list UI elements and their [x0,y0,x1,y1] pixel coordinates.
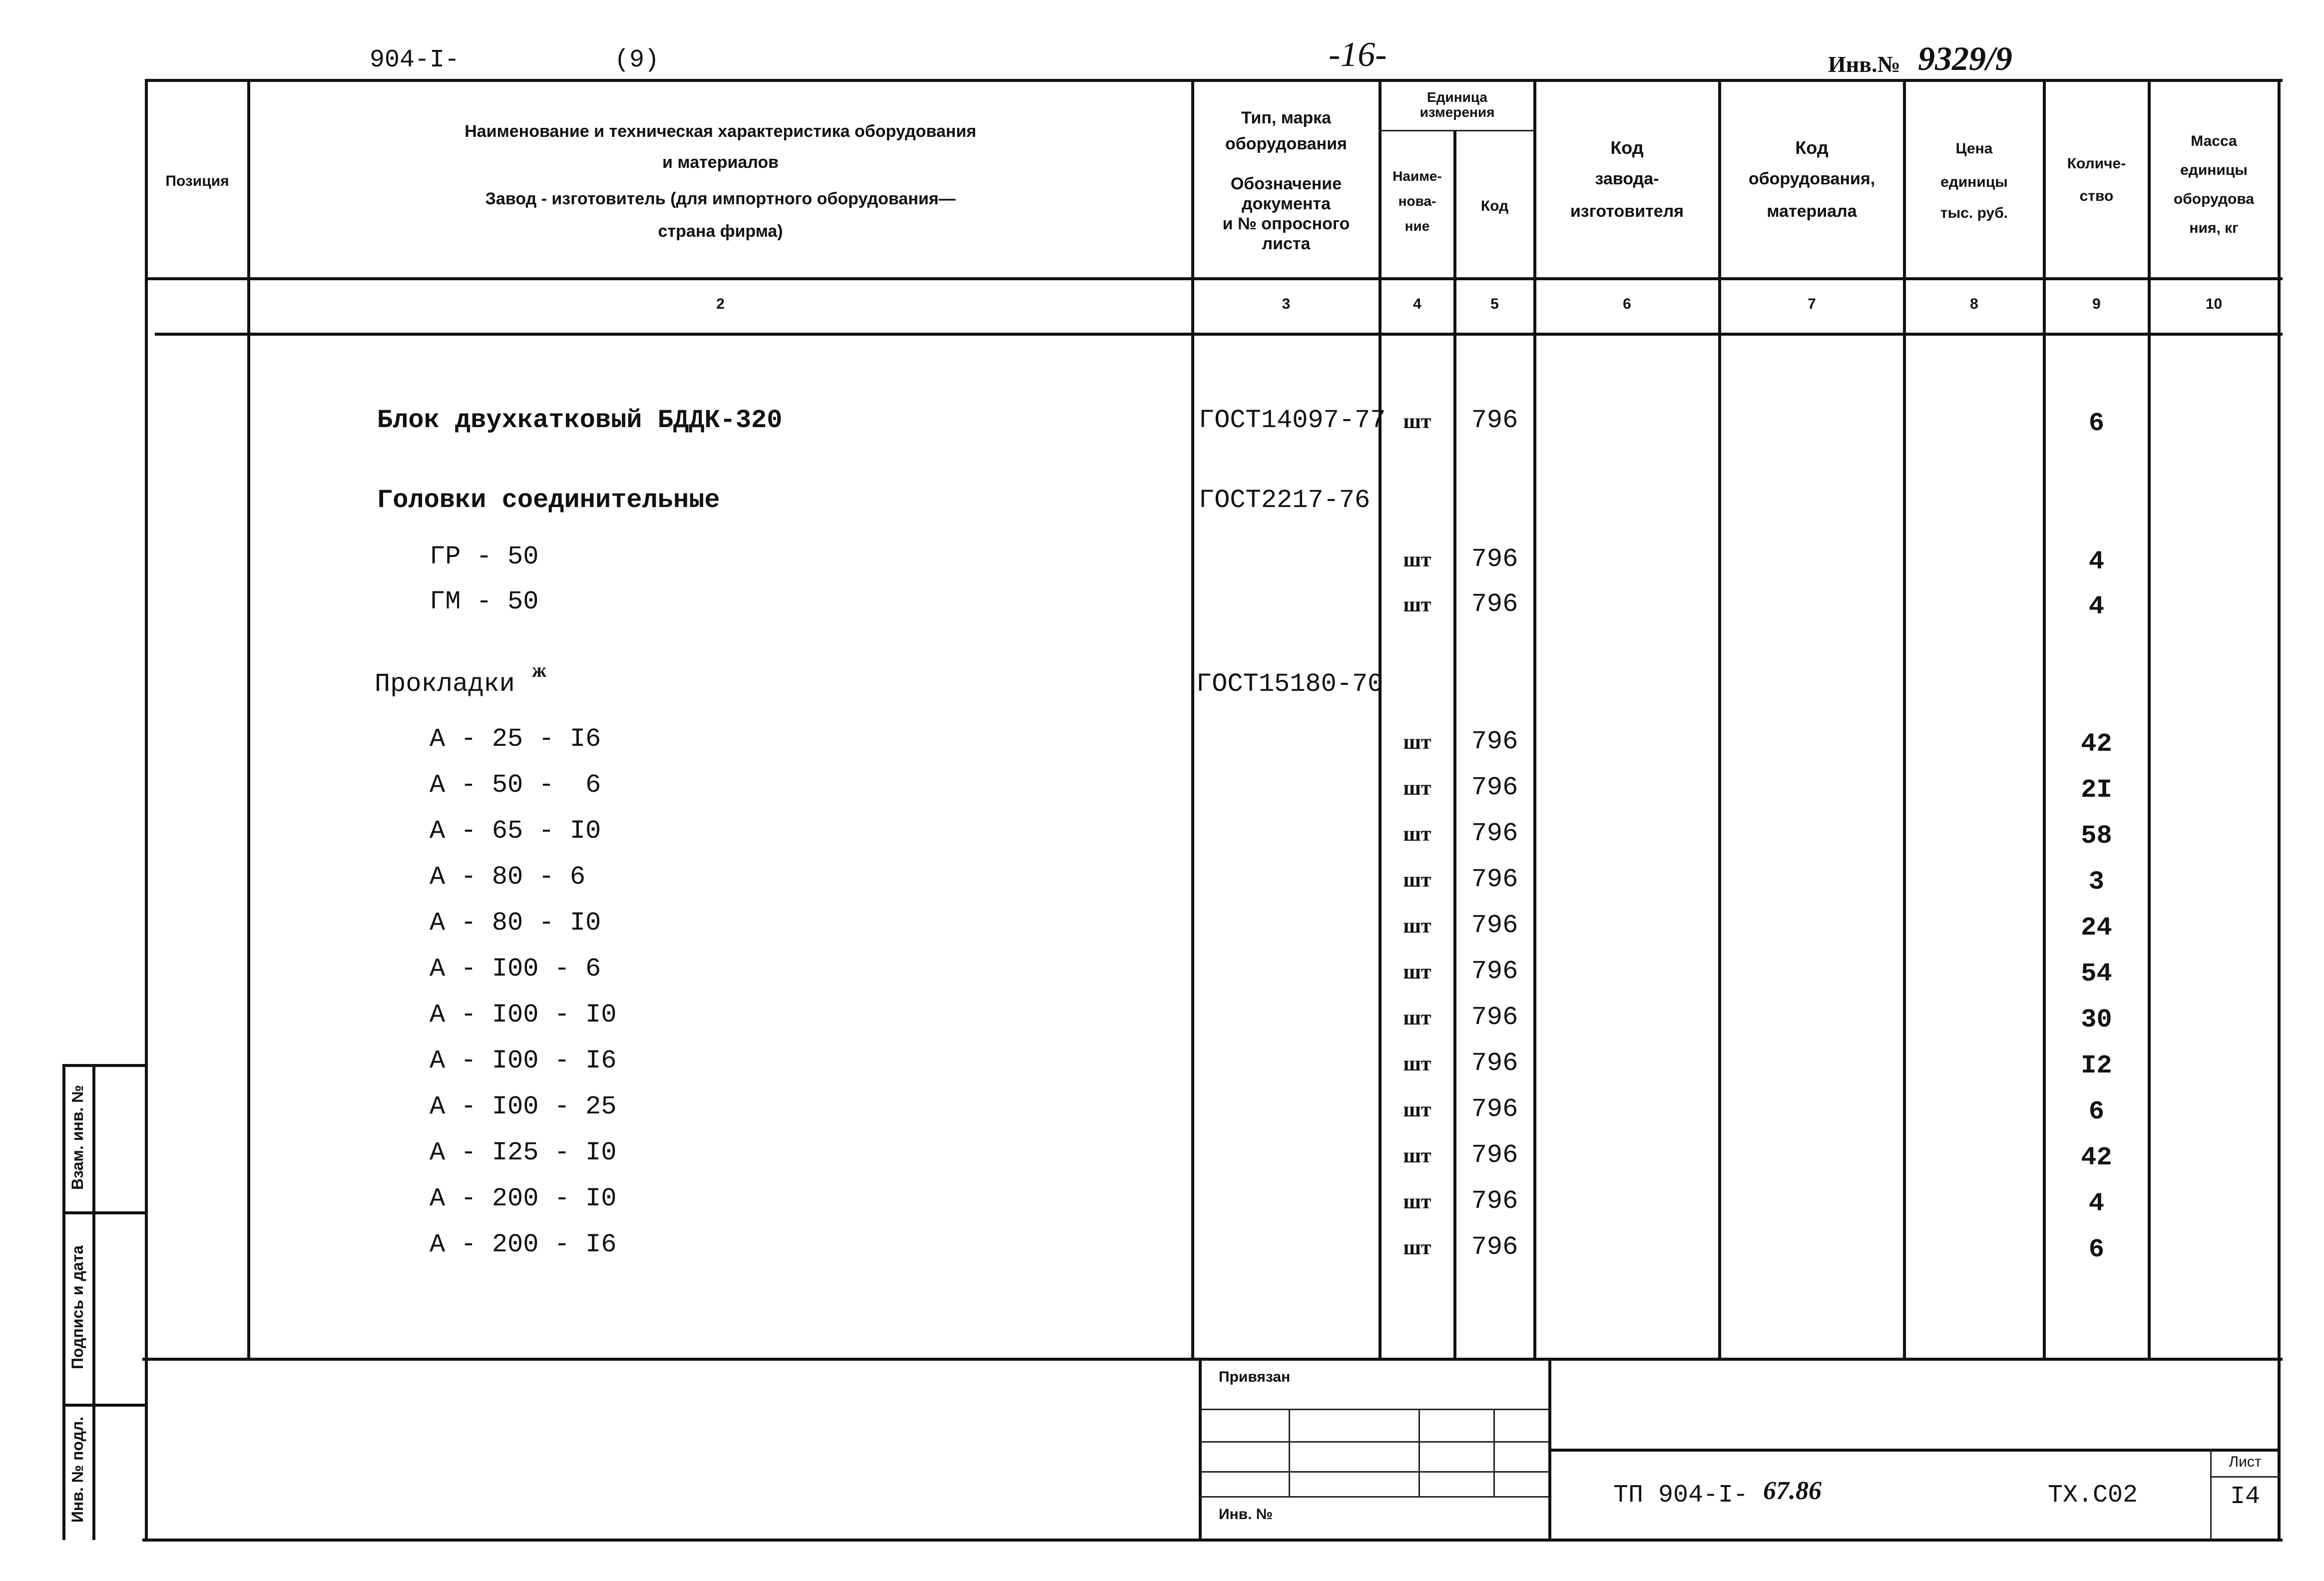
row-quantity: I2 [2081,1051,2112,1080]
col-number-7: 7 [1808,296,1816,312]
row-name: ГМ - 50 [430,587,539,616]
header-mass-line2: единицы [2180,162,2248,178]
row-unit: шт [1403,915,1431,938]
project-code-prefix: ТП 904-I- [1613,1481,1749,1510]
inventory-number: 9329/9 [1918,39,2012,77]
col-sep-9 [2148,79,2151,1359]
row-name: А - I00 - 25 [430,1092,617,1121]
row-code: 796 [1471,544,1518,574]
row-code: 796 [1471,1003,1518,1032]
header-quantity-line1: Количе- [2067,155,2126,172]
stamp-grid-line-3 [1199,1471,1548,1473]
row-name: А - 80 - I0 [430,908,601,938]
header-name-line4: страна фирма) [658,222,783,241]
col-number-6: 6 [1623,296,1631,312]
project-code-handwritten: 67.86 [1763,1477,1822,1505]
row-code: 796 [1471,727,1518,756]
header-bottom-line [145,277,2283,280]
row-document: ГОСТ14097-77 [1199,406,1386,435]
header-unit-name-line3: ние [1404,218,1430,234]
row-name: Блок двухкатковый БДДК-320 [377,406,783,435]
stamp-grid-vline-2 [1418,1410,1420,1497]
row-quantity: 6 [2088,1235,2105,1264]
row-code: 796 [1471,1049,1518,1078]
stamp-attached-label: Привязан [1219,1369,1291,1385]
page-number: -16- [1329,35,1387,74]
series-number: (9) [614,46,660,74]
col-number-9: 9 [2092,296,2101,312]
row-code: 796 [1471,911,1518,940]
row-code: 796 [1471,1232,1518,1262]
row-quantity: 6 [2088,409,2105,438]
row-quantity: 4 [2088,1189,2105,1218]
header-name-line1: Наименование и техническая характеристика оборудования [465,122,976,141]
row-unit: шт [1403,1053,1431,1075]
col-sep-2 [1191,79,1194,1359]
row-unit: шт [1403,777,1431,800]
header-mass-line4: ния, кг [2189,220,2239,236]
row-unit: шт [1403,823,1431,846]
frame-left-line [145,79,148,1540]
header-type-line6: листа [1262,234,1311,253]
col-number-5: 5 [1490,296,1499,312]
inventory-label: Инв.№ [1828,51,1900,77]
row-name: А - 65 - I0 [430,816,601,846]
row-code: 796 [1471,865,1518,894]
document-code: ТХ.С02 [2048,1481,2138,1510]
row-name: А - I00 - 6 [430,954,601,984]
row-document: ГОСТ2217-76 [1199,486,1371,515]
header-type-line4: документа [1242,194,1331,213]
header-factory-code-line2: завода- [1595,169,1659,188]
header-equipment-code-line2: оборудования, [1748,169,1875,188]
row-name: А - 50 - 6 [430,770,601,800]
row-name: Прокладки [375,669,515,699]
stamp-sheet-separator [2210,1449,2212,1539]
stamp-grid-vline-1 [1289,1410,1290,1497]
row-unit: шт [1403,869,1431,892]
row-code: 796 [1471,1094,1518,1124]
row-unit: шт [1403,593,1431,616]
header-mass-line3: оборудова [2173,191,2255,207]
row-name: А - 25 - I6 [430,724,601,754]
row-unit: шт [1403,961,1431,984]
row-name: А - I00 - I6 [430,1046,617,1075]
header-unit-group-line1: Единица [1427,89,1487,105]
header-position: Позиция [165,173,229,189]
side-box-replacement-inventory: Взам. инв. № [68,1085,86,1190]
side-box-signature-date: Подпись и дата [68,1245,86,1369]
header-unit-code: Код [1480,198,1509,214]
row-code: 796 [1471,406,1518,435]
col-sep-1 [247,79,250,1359]
frame-bottom-line [142,1539,2283,1542]
header-unit-name-line1: Наиме- [1393,168,1442,184]
row-name: А - I25 - I0 [430,1138,617,1167]
col-sep-7 [1903,79,1906,1359]
header-factory-code-line1: Код [1610,137,1644,158]
side-box-original-inventory: Инв. № подл. [68,1416,86,1523]
row-quantity: 58 [2081,821,2112,851]
header-price-line1: Цена [1955,140,1993,157]
side-box-left-line [62,1064,65,1540]
header-price-line2: единицы [1940,174,2008,190]
unit-group-underline [1379,130,1533,131]
row-name: А - 200 - I0 [430,1184,617,1213]
row-code: 796 [1471,773,1518,802]
row-code: 796 [1471,1140,1518,1170]
header-name-line3: Завод - изготовитель (для импортного оборудования— [485,189,956,208]
row-name: ГР - 50 [430,542,539,571]
header-equipment-code-line1: Код [1795,137,1829,158]
row-code: 796 [1471,1186,1518,1216]
col-sep-5 [1533,79,1536,1359]
row-unit: шт [1403,410,1431,433]
row-name: Головки соединительные [377,486,720,515]
frame-top-line [145,79,2283,82]
header-name-line2: и материалов [662,153,779,172]
row-quantity: 3 [2088,867,2105,897]
row-document: ГОСТ15180-70 [1196,669,1384,699]
row-code: 796 [1471,957,1518,986]
header-factory-code-line3: изготовителя [1570,202,1684,221]
header-mass-line1: Масса [2191,133,2237,149]
col-number-10: 10 [2205,296,2223,312]
row-quantity: 54 [2081,959,2112,989]
stamp-grid-line-2 [1199,1441,1548,1443]
row-unit: шт [1403,1236,1431,1259]
col-sep-6 [1718,79,1721,1359]
number-row-bottom-line [155,333,2283,336]
row-code: 796 [1471,589,1518,619]
header-equipment-code-line3: материала [1767,202,1857,221]
header-price-line3: тыс. руб. [1940,205,2008,221]
stamp-left-line [1199,1358,1202,1540]
sheet-label: Лист [2229,1454,2262,1470]
header-type-line3: Обозначение [1230,174,1342,193]
row-quantity: 6 [2088,1097,2105,1126]
row-unit: шт [1403,548,1431,571]
table-bottom-line [142,1358,2283,1361]
series-code: 904-I- [370,46,460,74]
row-name: А - I00 - I0 [430,1000,617,1030]
stamp-title-line [1548,1449,2280,1452]
row-quantity: 42 [2081,1143,2112,1172]
col-number-4: 4 [1413,296,1421,312]
header-quantity-line2: ство [2079,188,2114,204]
header-type-line5: и № опросного [1222,214,1350,233]
header-unit-group-line2: измерения [1419,104,1495,120]
header-type-line2: оборудования [1225,134,1347,153]
col-number-2: 2 [716,296,725,312]
row-quantity: 4 [2088,592,2105,621]
row-unit: шт [1403,1190,1431,1213]
stamp-sheet-label-line [2210,1476,2280,1478]
footnote-mark: ж [532,659,547,681]
row-unit: шт [1403,1144,1431,1167]
row-quantity: 2I [2081,775,2112,805]
stamp-inventory-label: Инв. № [1219,1506,1273,1523]
row-name: А - 80 - 6 [430,862,586,892]
row-quantity: 24 [2081,913,2112,943]
sheet-number: I4 [2230,1483,2260,1511]
stamp-grid-vline-3 [1493,1410,1495,1497]
row-quantity: 42 [2081,729,2112,759]
row-quantity: 4 [2088,547,2105,576]
col-number-8: 8 [1970,296,1978,312]
stamp-grid-line-4 [1199,1496,1548,1498]
frame-right-line [2278,79,2281,1540]
col-number-3: 3 [1282,296,1291,312]
row-unit: шт [1403,731,1431,754]
row-quantity: 30 [2081,1005,2112,1035]
row-name: А - 200 - I6 [430,1230,617,1259]
stamp-grid-line-1 [1199,1409,1548,1410]
row-unit: шт [1403,1098,1431,1121]
header-unit-name-line2: нова- [1398,193,1436,209]
row-unit: шт [1403,1007,1431,1030]
side-box-mid-line [92,1064,95,1540]
row-code: 796 [1471,819,1518,848]
header-type-line1: Тип, марка [1241,108,1332,127]
